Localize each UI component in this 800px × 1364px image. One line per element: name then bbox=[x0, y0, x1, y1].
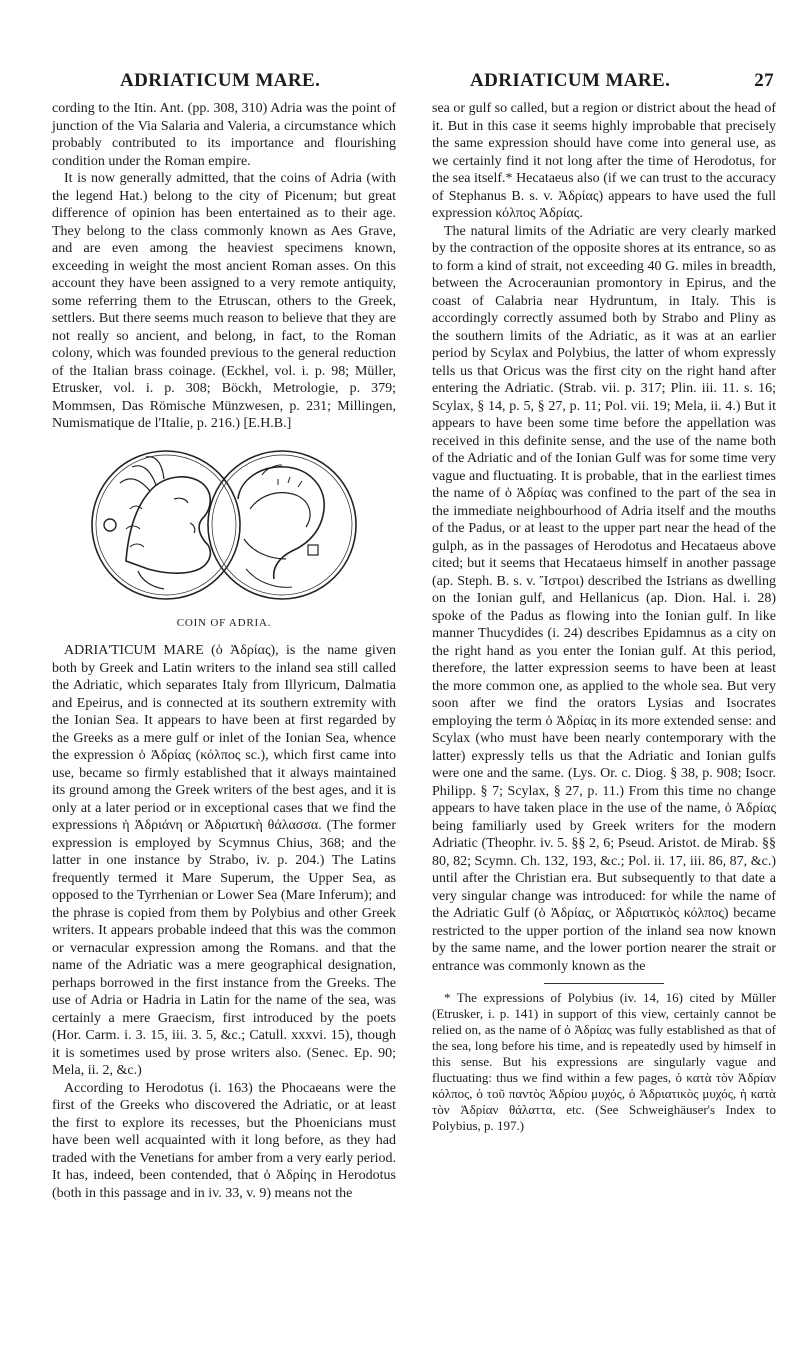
running-head-right: ADRIATICUM MARE. bbox=[470, 70, 671, 91]
paragraph: According to Herodotus (i. 163) the Phocaeans were the first of the Greeks who discovered the Adriatic, or at least the first to explore its recesses, but the Phoenicians must have been well acquainted with it long before, as they had traded with the Venetians for amber from a very early period. It has, indeed, been contended, that ὁ Ἀδρίης in Herodotus (both in this passage and in iv. 33, v. 9) means not the bbox=[52, 1080, 396, 1201]
footnote-rule bbox=[544, 983, 664, 984]
coin-reverse-rim bbox=[208, 451, 356, 599]
running-head-left: ADRIATICUM MARE. bbox=[120, 70, 321, 91]
book-page bbox=[52, 70, 776, 1350]
coin-illustration bbox=[90, 439, 358, 611]
reverse-figure bbox=[238, 466, 324, 578]
paragraph: cording to the Itin. Ant. (pp. 308, 310) Adria was the point of junction of the Via Salaria and Valeria, a circumstance which probably contributed to its importance and flourishing condition under the Roman empire. bbox=[52, 101, 396, 169]
left-column bbox=[52, 100, 396, 1202]
coin-caption: COIN OF ADRIA. bbox=[176, 616, 272, 629]
paragraph: sea or gulf so called, but a region or district about the head of it. But in this case it seems highly improbable that precisely the same expression should have come into general use, as we certainly find it not long after the time of Herodotus, for the sea itself.* Hecataeus also (if we can trust to the accuracy of Stephanus B. s. v. Ἀδρίας) appears to have used the full expression κόλπος Ἀδρίας. bbox=[432, 101, 776, 221]
coin-engraving bbox=[90, 439, 358, 611]
running-head bbox=[52, 70, 776, 96]
page-number: 27 bbox=[754, 70, 774, 91]
paragraph: It is now generally admitted, that the coins of Adria (with the legend Hat.) belong to the city of Picenum; but great difference of opinion has been entertained as to their age. They belong to the class commonly known as Aes Grave, and are even among the heaviest specimens known, exceeding in weight the most ancient Roman asses. On this account they have been assigned to a very remote antiquity, some referring them to the Etruscan, others to the Greek, settlers. But there seems much reason to believe that they are not really so ancient, and belong, in fact, to the Roman colony, which was founded previous to the general reduction of the Italian brass coinage. (Eckhel, vol. i. p. 98; Müller, Etrusker, vol. i. p. 308; Böckh, Metrologie, p. 379; Mommsen, Das Römische Münzwesen, p. 231; Millingen, Numismatique de l'Italie, p. 216.) [E.H.B.] bbox=[52, 171, 396, 431]
profile-head bbox=[126, 476, 210, 572]
paragraph: The natural limits of the Adriatic are very clearly marked by the contraction of the opposite shores at its entrance, so as to form a kind of strait, not exceeding 40 G. miles in breadth, between the Acroceraunian promontory in Epirus, and the coast of Calabria near Hydruntum, in Italy. This is accordingly correctly assumed both by Strabo and Pliny as the southern limits of the Adriatic, as it was at an earlier period by Scylax and Polybius, the latter of whom expressly tells us that Oricus was the first city on the right hand after entering the Adriatic. (Strab. vii. p. 317; Plin. iii. 11. s. 16; Scylax, § 14, p. 5, § 27, p. 11; Pol. vii. 19; Mela, ii. 4.) But it appears to have been some time before the appellation was received in this definite sense, and the use of the name both of the Adriatic and of the Ionian Gulf was for some time very vague and fluctuating. It is probable, that in the earliest times the name of ὁ Ἀδρίας was confined to the part of the sea in the immediate neighbourhood of Adria itself and the mouths of the Padus, or at least to the upper part near the head of the gulph, as in the passages of Herodotus and Hecataeus above cited; but it seems that Hecataeus himself in another passage (ap. Steph. B. s. v. Ἴστροι) described the Istrians as dwelling on the Ionian gulf, and Hellanicus (ap. Dion. Hal. i. 28) spoke of the Padus as flowing into the Ionian gulf. In like manner Thucydides (i. 24) describes Epidamnus as a city on the right hand as you enter the Ionian gulf. At this period, therefore, the latter expression seems to have been at least the more common one, as applied to the whole sea. But very soon after we find the orators Lysias and Isocrates employing the term ὁ Ἀδρίας in its more extended sense: and Scylax (who must have been nearly contemporary with the latter) expressly tells us that the Adriatic and Ionian gulfs were one and the same. (Lys. Or. c. Diog. § 38, p. 908; Isocr. Philipp. § 7; Scylax, § 27, p. 11.) From this time no change appears to have taken place in the use of the name, ὁ Ἀδρίας being familiarly used by Greek writers for the modern Adriatic (Theophr. iv. 5. §§ 2, 6; Pseud. Aristot. de Mirab. §§ 80, 82; Scymn. Ch. 132, 193, &c.; Pol. ii. 17, iii. 86, 87, &c.) until after the Christian era. But subsequently to that date a very singular change was introduced: for while the name of the Adriatic Gulf (ὁ Ἀδρίας, or Ἀδριατικὸς κόλπος) became restricted to the upper portion of the inland sea now known by the same name, and the lower portion nearer the strait or entrance was commonly known as the bbox=[432, 223, 776, 974]
right-column bbox=[432, 100, 776, 1134]
coin-obverse-rim bbox=[92, 451, 240, 599]
paragraph: ADRIA'TICUM MARE (ὁ Ἀδρίας), is the name given both by Greek and Latin writers to the inland sea still called the Adriatic, which separates Italy from Illyricum, Dalmatia and Epeirus, and is connected at its southern extremity with the Ionian Sea. It appears to have been at first regarded by the Greeks as a mere gulf or inlet of the Ionian Sea, whence the expression ὁ Ἀδρίας (κόλπος sc.), which first came into use, became so firmly established that it always maintained its ground among the Greek writers of the best ages, and it is only at a later period or in exceptional cases that we find the expressions ἡ Ἀδριάνη or Ἀδριατικὴ θάλασσα. (The former expression is employed by Scymnus Chius, 368; and the latter in one instance by Strabo, iv. p. 204.) The Latins frequently termed it Mare Superum, the Upper Sea, as opposed to the Tyrrhenian or Lower Sea (Mare Inferum); and the phrase is copied from them by Polybius and other Greek writers. It appears probable indeed that this was the common or vernacular expression among the Romans. and that the name of the Adriatic was a mere geographical designation, perhaps borrowed in the first instance from the Greeks. The use of Adria or Hadria in Latin for the name of the sea, was certainly a mere Graecism, first introduced by the poets (Hor. Carm. i. 3. 15, iii. 3. 5, &c.; Catull. xxxvi. 15), though it is sometimes used by prose writers also. (Senec. Ep. 90; Mela, ii. 2, &c.) bbox=[52, 643, 396, 1078]
footnote: * The expressions of Polybius (iv. 14, 16) cited by Müller (Etrusker, i. p. 141) in support of this view, certainly cannot be relied on, as the name of ὁ Ἀδρίας was fully established as that of the sea, long before his time, and is repeatedly used by himself in this sense. But his expressions are singularly vague and fluctuating: thus we find within a few pages, ὁ κατὰ τὸν Ἀδρίαν κόλπος, ὁ τοῦ παντὸς Ἀδρίου μυχός, ὁ Ἀδριατικὸς μυχός, ἡ κατὰ τὸν Ἀδρίαν θάλαττα, etc. (See Schweighäuser's Index to Polybius, p. 197.) bbox=[432, 990, 776, 1133]
